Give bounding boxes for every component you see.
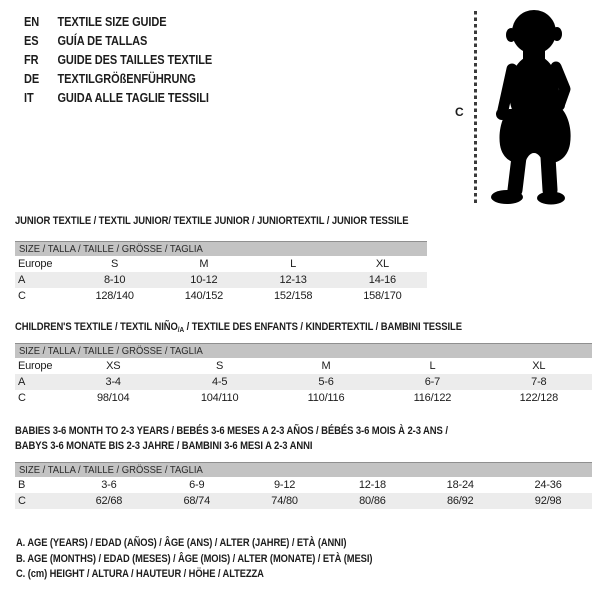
row-label: A [18,376,26,388]
table-row-height [15,493,592,509]
language-row [24,89,212,108]
size-header-bar [15,343,592,358]
children-table-title [15,321,462,333]
legend-line-c: C. (cm) HEIGHT / ALTURA / HAUTEUR / HÖHE / ALTEZZA [16,568,264,580]
language-code: DE [24,72,40,86]
size-header-bar [15,241,427,256]
language-code: EN [24,15,40,29]
row-label: C [18,392,26,404]
babies-title-line1: BABIES 3-6 MONTH TO 2-3 YEARS / BEBÉS 3-6 MESES A 2-3 AÑOS / BÉBÉS 3-6 MOIS À 2-3 ANS / [15,425,448,437]
size-cell: M [199,258,209,270]
height-cell: 98/104 [96,392,130,404]
age-cell: 6-9 [189,479,205,491]
size-cell: S [216,360,224,372]
table-row-age [15,272,427,288]
language-label: GUÍA DE TALLAS [57,34,148,48]
legend-line-b: B. AGE (MONTHS) / EDAD (MESES) / ÂGE (MOIS) / ALTER (MONATE) / ETÀ (MESI) [16,552,373,565]
height-cell: 158/170 [363,290,402,302]
language-row [24,51,212,70]
age-cell: 3-6 [101,479,117,491]
language-label: GUIDE DES TAILLES TEXTILE [57,53,213,67]
children-title-sub: /A [177,324,185,334]
babies-title-line2: BABYS 3-6 MONATE BIS 2-3 JAHRE / BAMBINI 3-6 MESI A 2-3 ANNI [15,440,313,452]
height-cell: 68/74 [183,495,210,507]
language-row [24,13,212,32]
row-label: Europe [18,360,53,372]
measure-legend [16,536,372,583]
language-row [24,32,212,51]
age-cell: 18-24 [446,479,474,491]
junior-table-title: JUNIOR TEXTILE / TEXTIL JUNIOR/ TEXTILE JUNIOR / JUNIORTEXTIL / JUNIOR TESSILE [15,215,409,227]
size-cell: L [429,360,436,372]
height-cell: 140/152 [184,290,224,302]
size-cell: M [321,360,331,372]
height-cell: 152/158 [273,290,313,302]
size-header-text: SIZE / TALLA / TAILLE / GRÖSSE / TAGLIA [19,345,203,357]
language-label: GUIDA ALLE TAGLIE TESSILI [57,91,209,105]
table-row-height [15,288,427,304]
language-code: ES [24,34,39,48]
language-code: FR [24,53,39,67]
age-cell: 12-13 [279,274,307,286]
row-label: C [18,290,26,302]
age-cell: 8-10 [104,274,126,286]
size-cell: XL [375,258,389,270]
height-cell: 110/116 [307,392,345,404]
language-row [24,70,212,89]
age-cell: 9-12 [273,479,296,491]
table-row-europe [15,358,592,374]
table-row-europe [15,256,427,272]
size-header-bar [15,462,592,477]
height-cell: 74/80 [271,495,298,507]
age-cell: 4-5 [211,376,228,388]
language-label: TEXTILGRÖßENFÜHRUNG [57,72,196,86]
junior-size-table [15,241,427,304]
age-cell: 3-4 [105,376,121,388]
children-size-table [15,343,592,406]
height-cell: 128/140 [95,290,134,302]
table-row-height [15,390,592,406]
children-title-post: / TEXTILE DES ENFANTS / KINDERTEXTIL / BAMBINI TESSILE [184,321,462,333]
children-title-pre: CHILDREN'S TEXTILE / TEXTIL NIÑO [15,321,178,333]
height-dashed-line [474,11,477,205]
height-cell: 62/68 [95,495,123,507]
height-measure-label: C [455,105,464,119]
height-cell: 86/92 [446,495,474,507]
height-cell: 116/122 [413,392,452,404]
height-cell: 80/86 [359,495,386,507]
height-cell: 92/98 [534,495,562,507]
height-cell: 104/110 [200,392,239,404]
row-label: B [18,479,26,491]
row-label: Europe [18,258,53,270]
language-code: IT [24,91,34,105]
age-cell: 10-12 [190,274,218,286]
age-cell: 6-7 [424,376,441,388]
table-row-age [15,374,592,390]
babies-size-table [15,462,592,509]
age-cell: 24-36 [534,479,562,491]
language-guide-list [24,13,212,108]
legend-line-a: A. AGE (YEARS) / EDAD (AÑOS) / ÂGE (ANS) / ALTER (JAHRE) / ETÀ (ANNI) [16,537,347,549]
size-cell: L [290,258,297,270]
baby-silhouette-icon [479,5,595,209]
age-cell: 5-6 [318,376,334,388]
language-label: TEXTILE SIZE GUIDE [57,15,167,29]
size-cell: S [111,258,119,270]
size-cell: XL [532,360,546,372]
size-cell: XS [106,360,121,372]
babies-table-title [15,424,448,454]
age-cell: 12-18 [358,479,386,491]
age-cell: 14-16 [368,274,396,286]
row-label: C [18,495,26,507]
table-row-age-months [15,477,592,493]
height-cell: 122/128 [519,392,559,404]
age-cell: 7-8 [531,376,547,388]
row-label: A [18,274,26,286]
size-header-text: SIZE / TALLA / TAILLE / GRÖSSE / TAGLIA [19,243,203,255]
size-header-text: SIZE / TALLA / TAILLE / GRÖSSE / TAGLIA [19,464,203,476]
